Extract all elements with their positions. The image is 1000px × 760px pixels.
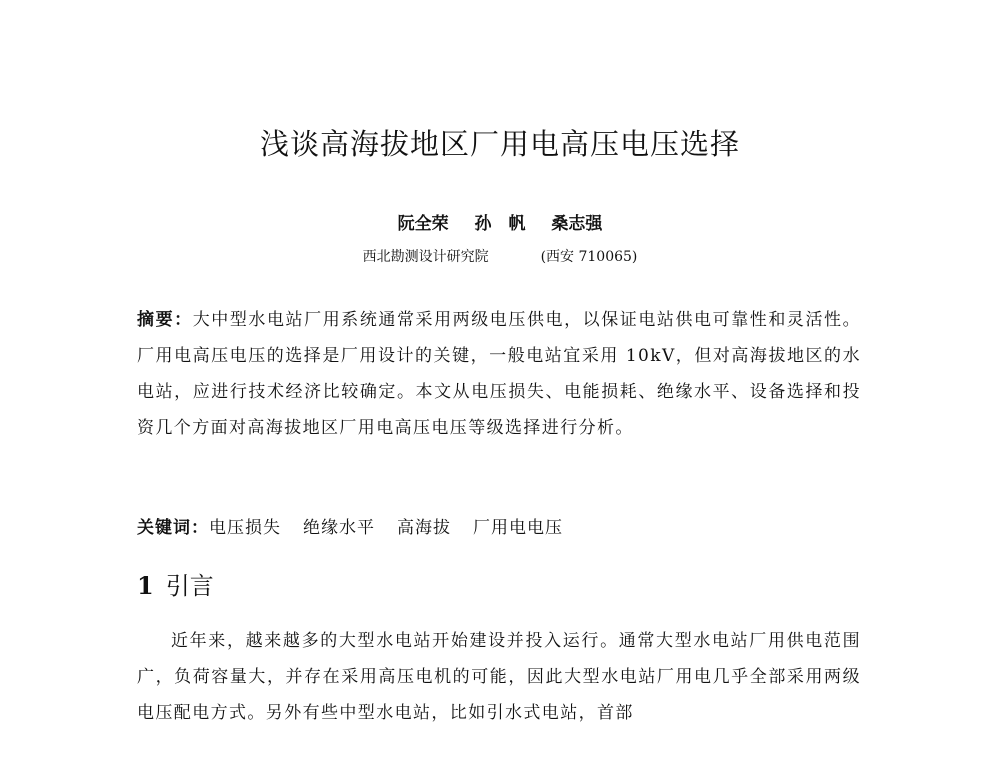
affiliation-city: (西安 710065) — [540, 249, 638, 265]
author-name: 孙 帆 — [474, 214, 526, 234]
author-name: 阮全荣 — [397, 214, 449, 234]
section-heading — [137, 566, 214, 601]
affiliation-institute: 西北勘测设计研究院 — [362, 249, 489, 265]
abstract — [137, 302, 861, 446]
section-number: 1 — [137, 571, 154, 600]
keyword: 高海拔 — [397, 518, 451, 538]
abstract-text: 大中型水电站厂用系统通常采用两级电压供电，以保证电站供电可靠性和灵活性。厂用电高压电压的选择是厂用设计的关键，一般电站宜采用 10kV，但对高海拔地区的水电站，应进行技术经济比较确定。本文从电压损失、电能损耗、绝缘水平、设备选择和投资几个方面对高海拔地区厂用电高压电压等级选择进行分析。 — [137, 310, 862, 438]
keyword: 电压损失 — [209, 518, 281, 538]
paper-title: 浅谈高海拔地区厂用电高压电压选择 — [259, 127, 740, 161]
author-affiliation — [0, 246, 1000, 266]
keywords — [137, 513, 861, 538]
abstract-label: 摘要： — [137, 310, 193, 330]
keyword: 绝缘水平 — [303, 518, 375, 538]
keyword: 厂用电电压 — [473, 518, 563, 538]
author-name: 桑志强 — [551, 214, 603, 234]
section-title: 引言 — [165, 572, 214, 600]
author-list — [0, 209, 1000, 234]
keywords-label: 关键词： — [137, 518, 209, 538]
body-paragraph: 近年来，越来越多的大型水电站开始建设并投入运行。通常大型水电站厂用供电范围广，负荷容量大，并存在采用高压电机的可能，因此大型水电站厂用电几乎全部采用两级电压配电方式。另外有些中型水电站，比如引水式电站，首部 — [137, 631, 861, 723]
